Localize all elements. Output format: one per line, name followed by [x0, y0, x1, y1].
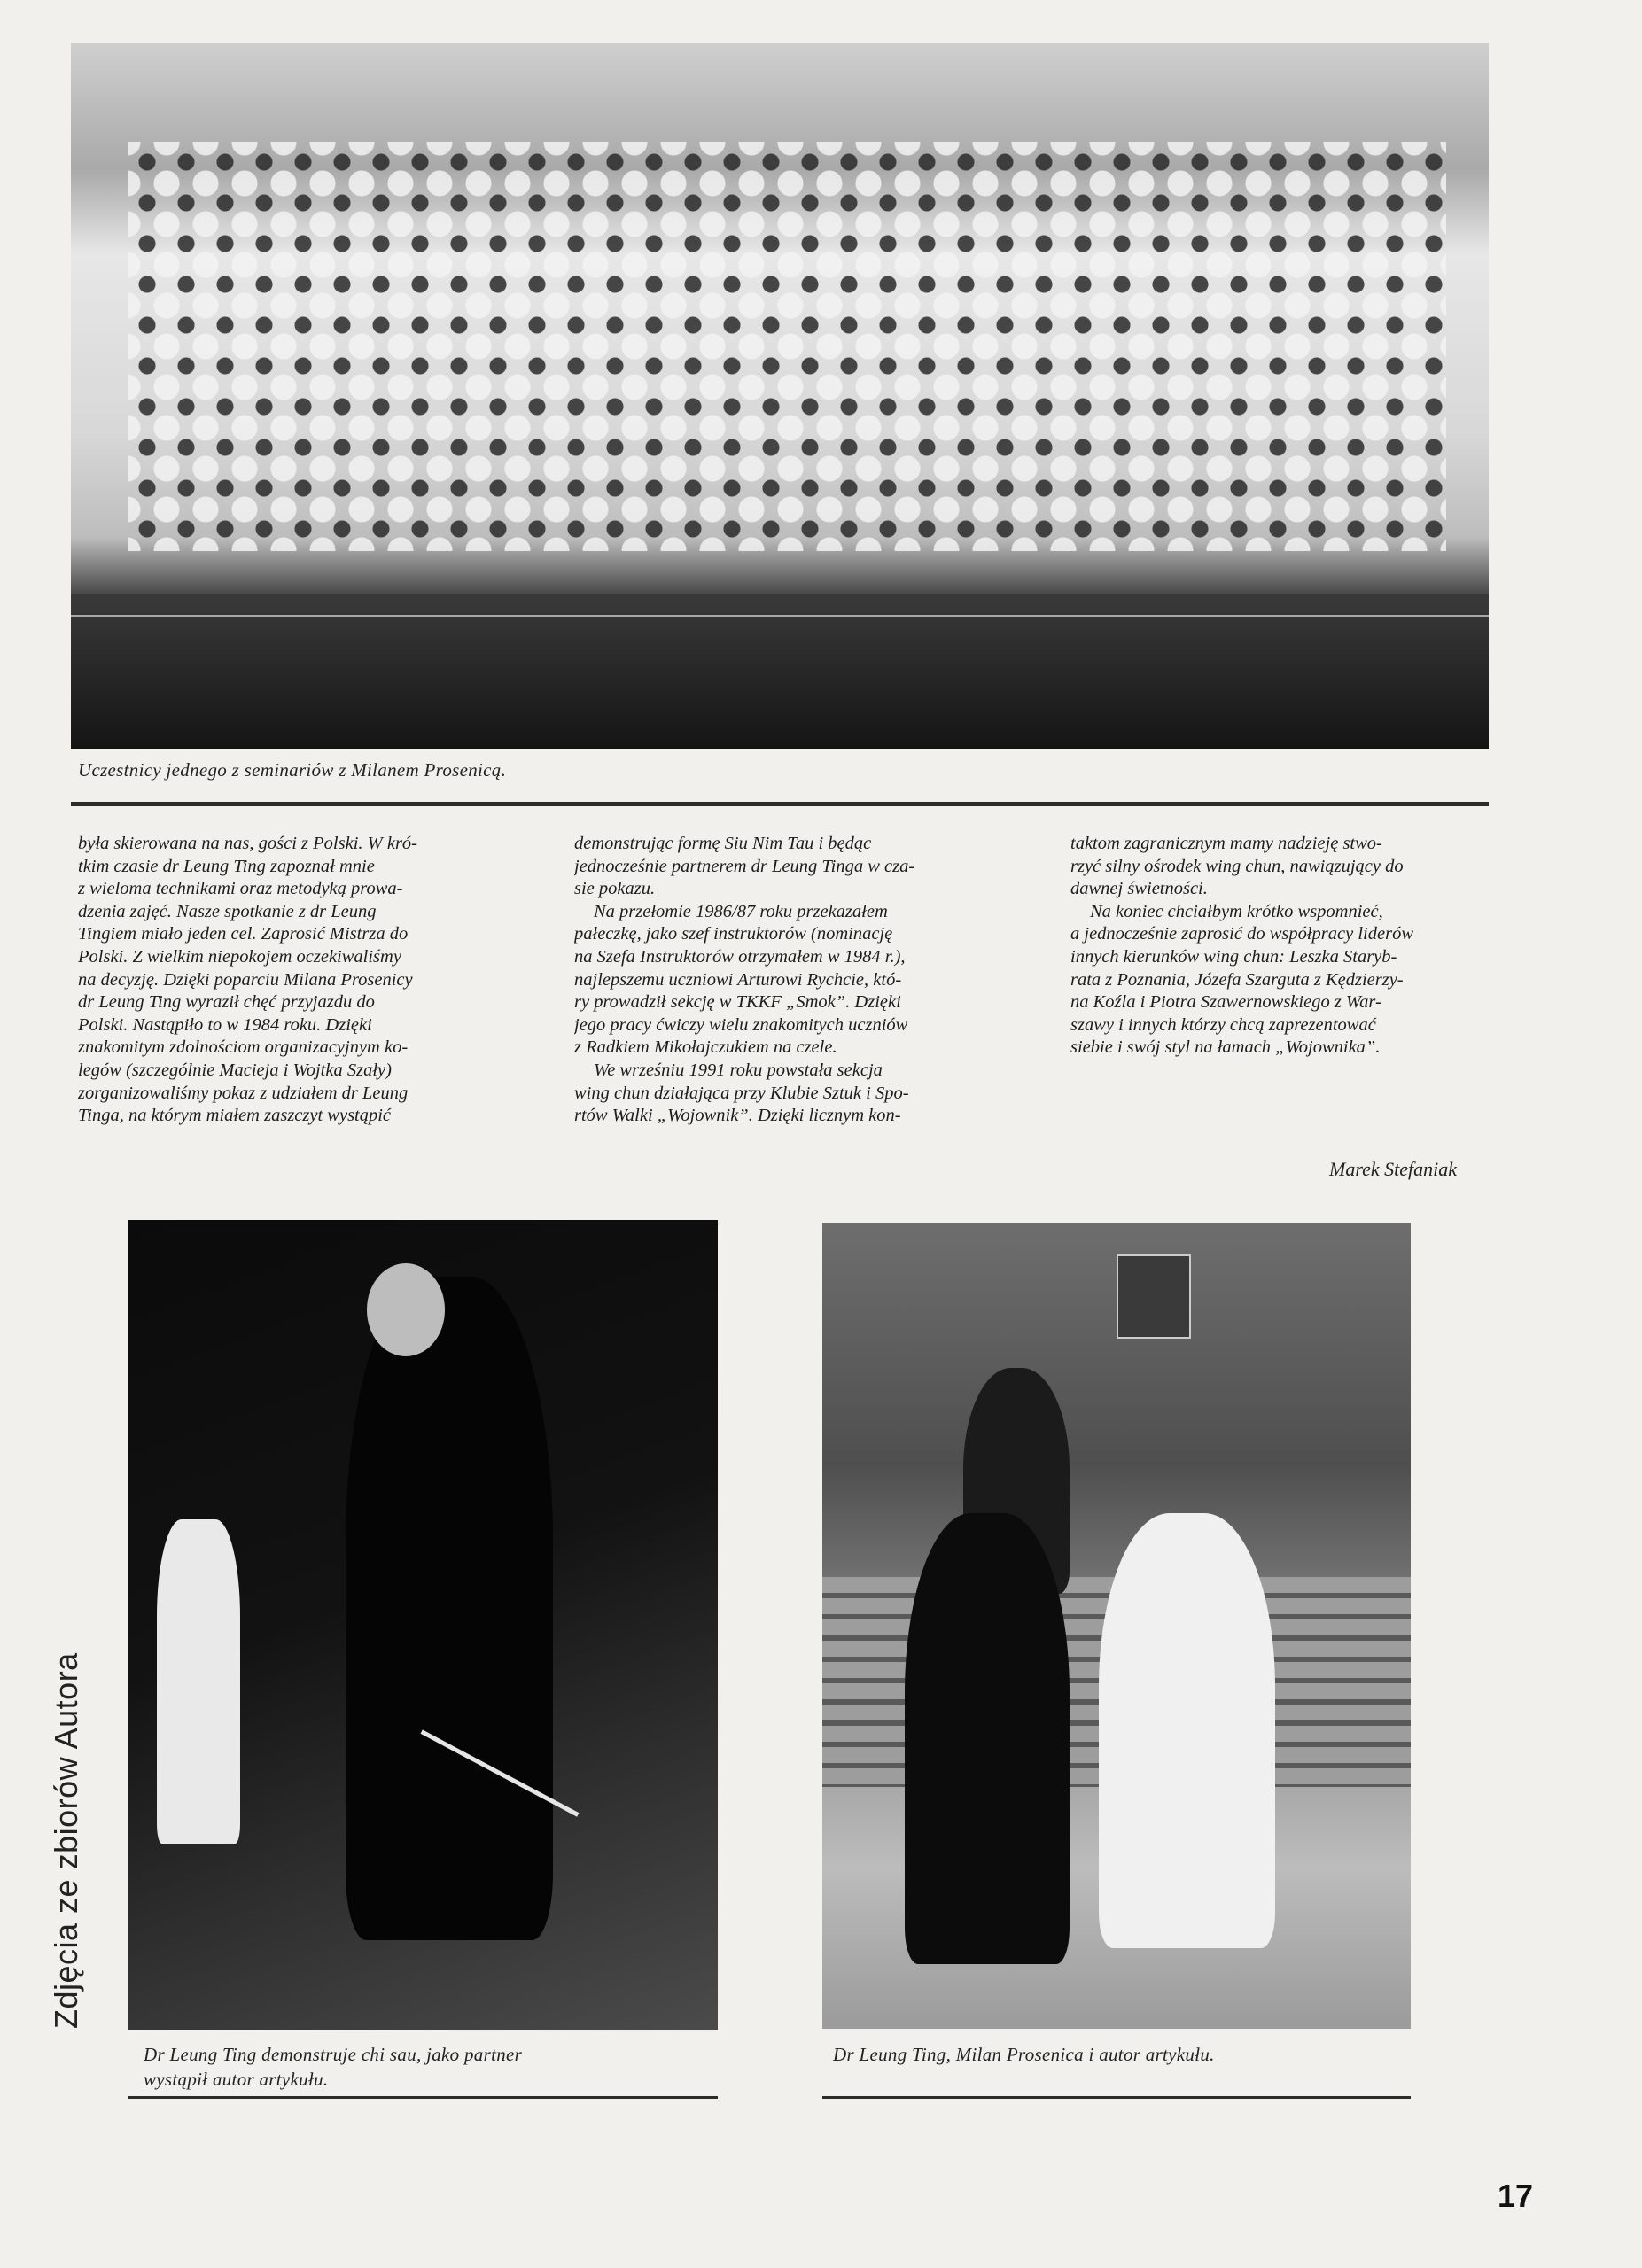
article-line: na Koźla i Piotra Szawernowskiego z War-	[1070, 992, 1381, 1013]
article-line: dzenia zajęć. Nasze spotkanie z dr Leung	[78, 901, 377, 921]
article-line: Polski. Z wielkim niepokojem oczekiwaliśmy	[78, 946, 401, 967]
gym-floor-shape	[71, 594, 1489, 749]
article-line: rtów Walki „Wojownik”. Dzięki licznym kon-	[574, 1106, 901, 1126]
article-column-3	[1070, 833, 1505, 1060]
article-line: z Radkiem Mikołajczukiem na czele.	[574, 1037, 837, 1058]
top-photo-caption: Uczestnicy jednego z seminariów z Milanem Prosenicą.	[78, 759, 507, 781]
article-line: zorganizowaliśmy pokaz z udziałem dr Leung	[78, 1083, 409, 1103]
article-line: ry prowadził sekcję w TKKF „Smok”. Dzięki	[574, 992, 901, 1013]
article-line: znakomitym zdolnościom organizacyjnym ko-	[78, 1037, 409, 1058]
article-line: na Szefa Instruktorów otrzymałem w 1984 r.),	[574, 946, 906, 967]
article-line: szawy i innych którzy chcą zaprezentować	[1070, 1014, 1376, 1035]
mailbox-shape	[1117, 1254, 1191, 1339]
article-line: najlepszemu uczniowi Arturowi Rychcie, któ-	[574, 969, 902, 990]
article-line: a jednocześnie zaprosić do współpracy liderów	[1070, 924, 1413, 944]
article-line: była skierowana na nas, gości z Polski. W kró-	[78, 834, 418, 853]
article-line: sie pokazu.	[574, 879, 656, 899]
article-line: rzyć silny ośrodek wing chun, nawiązujący do	[1070, 856, 1404, 876]
article-line: siebie i swój styl na łamach „Wojownika”.	[1070, 1037, 1381, 1058]
article-line: Tingiem miało jeden cel. Zaprosić Mistrza do	[78, 924, 409, 944]
article-line: jego pracy ćwiczy wielu znakomitych uczniów	[574, 1014, 908, 1035]
seated-man-white-shape	[1099, 1513, 1275, 1948]
article-line: pałeczkę, jako szef instruktorów (nominację	[574, 924, 893, 944]
article-line: jednocześnie partnerem dr Leung Tinga w cza-	[574, 856, 915, 876]
article-line: legów (szczególnie Macieja i Wojtka Szały)	[78, 1060, 392, 1080]
bottom-left-caption	[144, 2042, 711, 2092]
article-line: wing chun działająca przy Klubie Sztuk i Spo-	[574, 1083, 909, 1103]
article-column-2	[574, 833, 1008, 1128]
article-line: Na przełomie 1986/87 roku przekazałem	[594, 901, 888, 921]
article-line: dawnej świetności.	[1070, 879, 1208, 899]
master-figure-shape	[346, 1277, 552, 1940]
article-line: Na koniec chciałbym krótko wspomnieć,	[1090, 901, 1383, 921]
article-line: Polski. Nastąpiło to w 1984 roku. Dzięki	[78, 1014, 372, 1035]
article-line: dr Leung Ting wyraził chęć przyjazdu do	[78, 992, 375, 1013]
article-line: innych kierunków wing chun: Leszka Staryb-	[1070, 946, 1397, 967]
chi-sau-photo	[128, 1220, 718, 2030]
bottom-left-caption-line-2: wystąpił autor artykułu.	[144, 2069, 329, 2090]
article-line: tkim czasie dr Leung Ting zapoznał mnie	[78, 856, 375, 876]
article-line: taktom zagranicznym mamy nadzieję stwo-	[1070, 834, 1382, 853]
article-line: z wieloma technikami oraz metodyką prowa-	[78, 879, 403, 899]
article-line: demonstrując formę Siu Nim Tau i będąc	[574, 834, 872, 853]
article-column-1	[78, 833, 512, 1128]
spectator-shape	[157, 1519, 239, 1844]
three-men-photo	[822, 1223, 1411, 2029]
page-number: 17	[1498, 2178, 1534, 2214]
seated-man-dark-shape	[905, 1513, 1070, 1965]
crowd-shape	[128, 142, 1446, 551]
article-line: na decyzję. Dzięki poparciu Milana Prosenicy	[78, 969, 413, 990]
top-divider	[71, 802, 1489, 806]
bottom-right-divider	[822, 2096, 1411, 2099]
bottom-left-caption-line-1: Dr Leung Ting demonstruje chi sau, jako partner	[144, 2044, 523, 2065]
group-photo	[71, 43, 1489, 749]
bottom-left-divider	[128, 2096, 718, 2099]
photo-credit: Zdjęcia ze zbiorów Autora	[48, 1652, 84, 2029]
article-line: rata z Poznania, Józefa Szarguta z Kędzierzy-	[1070, 969, 1404, 990]
article-line: Tinga, na którym miałem zaszczyt wystąpić	[78, 1106, 392, 1126]
article-line: We wrześniu 1991 roku powstała sekcja	[594, 1060, 883, 1080]
author-signature: Marek Stefaniak	[1329, 1158, 1457, 1180]
bottom-right-caption: Dr Leung Ting, Milan Prosenica i autor artykułu.	[833, 2044, 1215, 2065]
